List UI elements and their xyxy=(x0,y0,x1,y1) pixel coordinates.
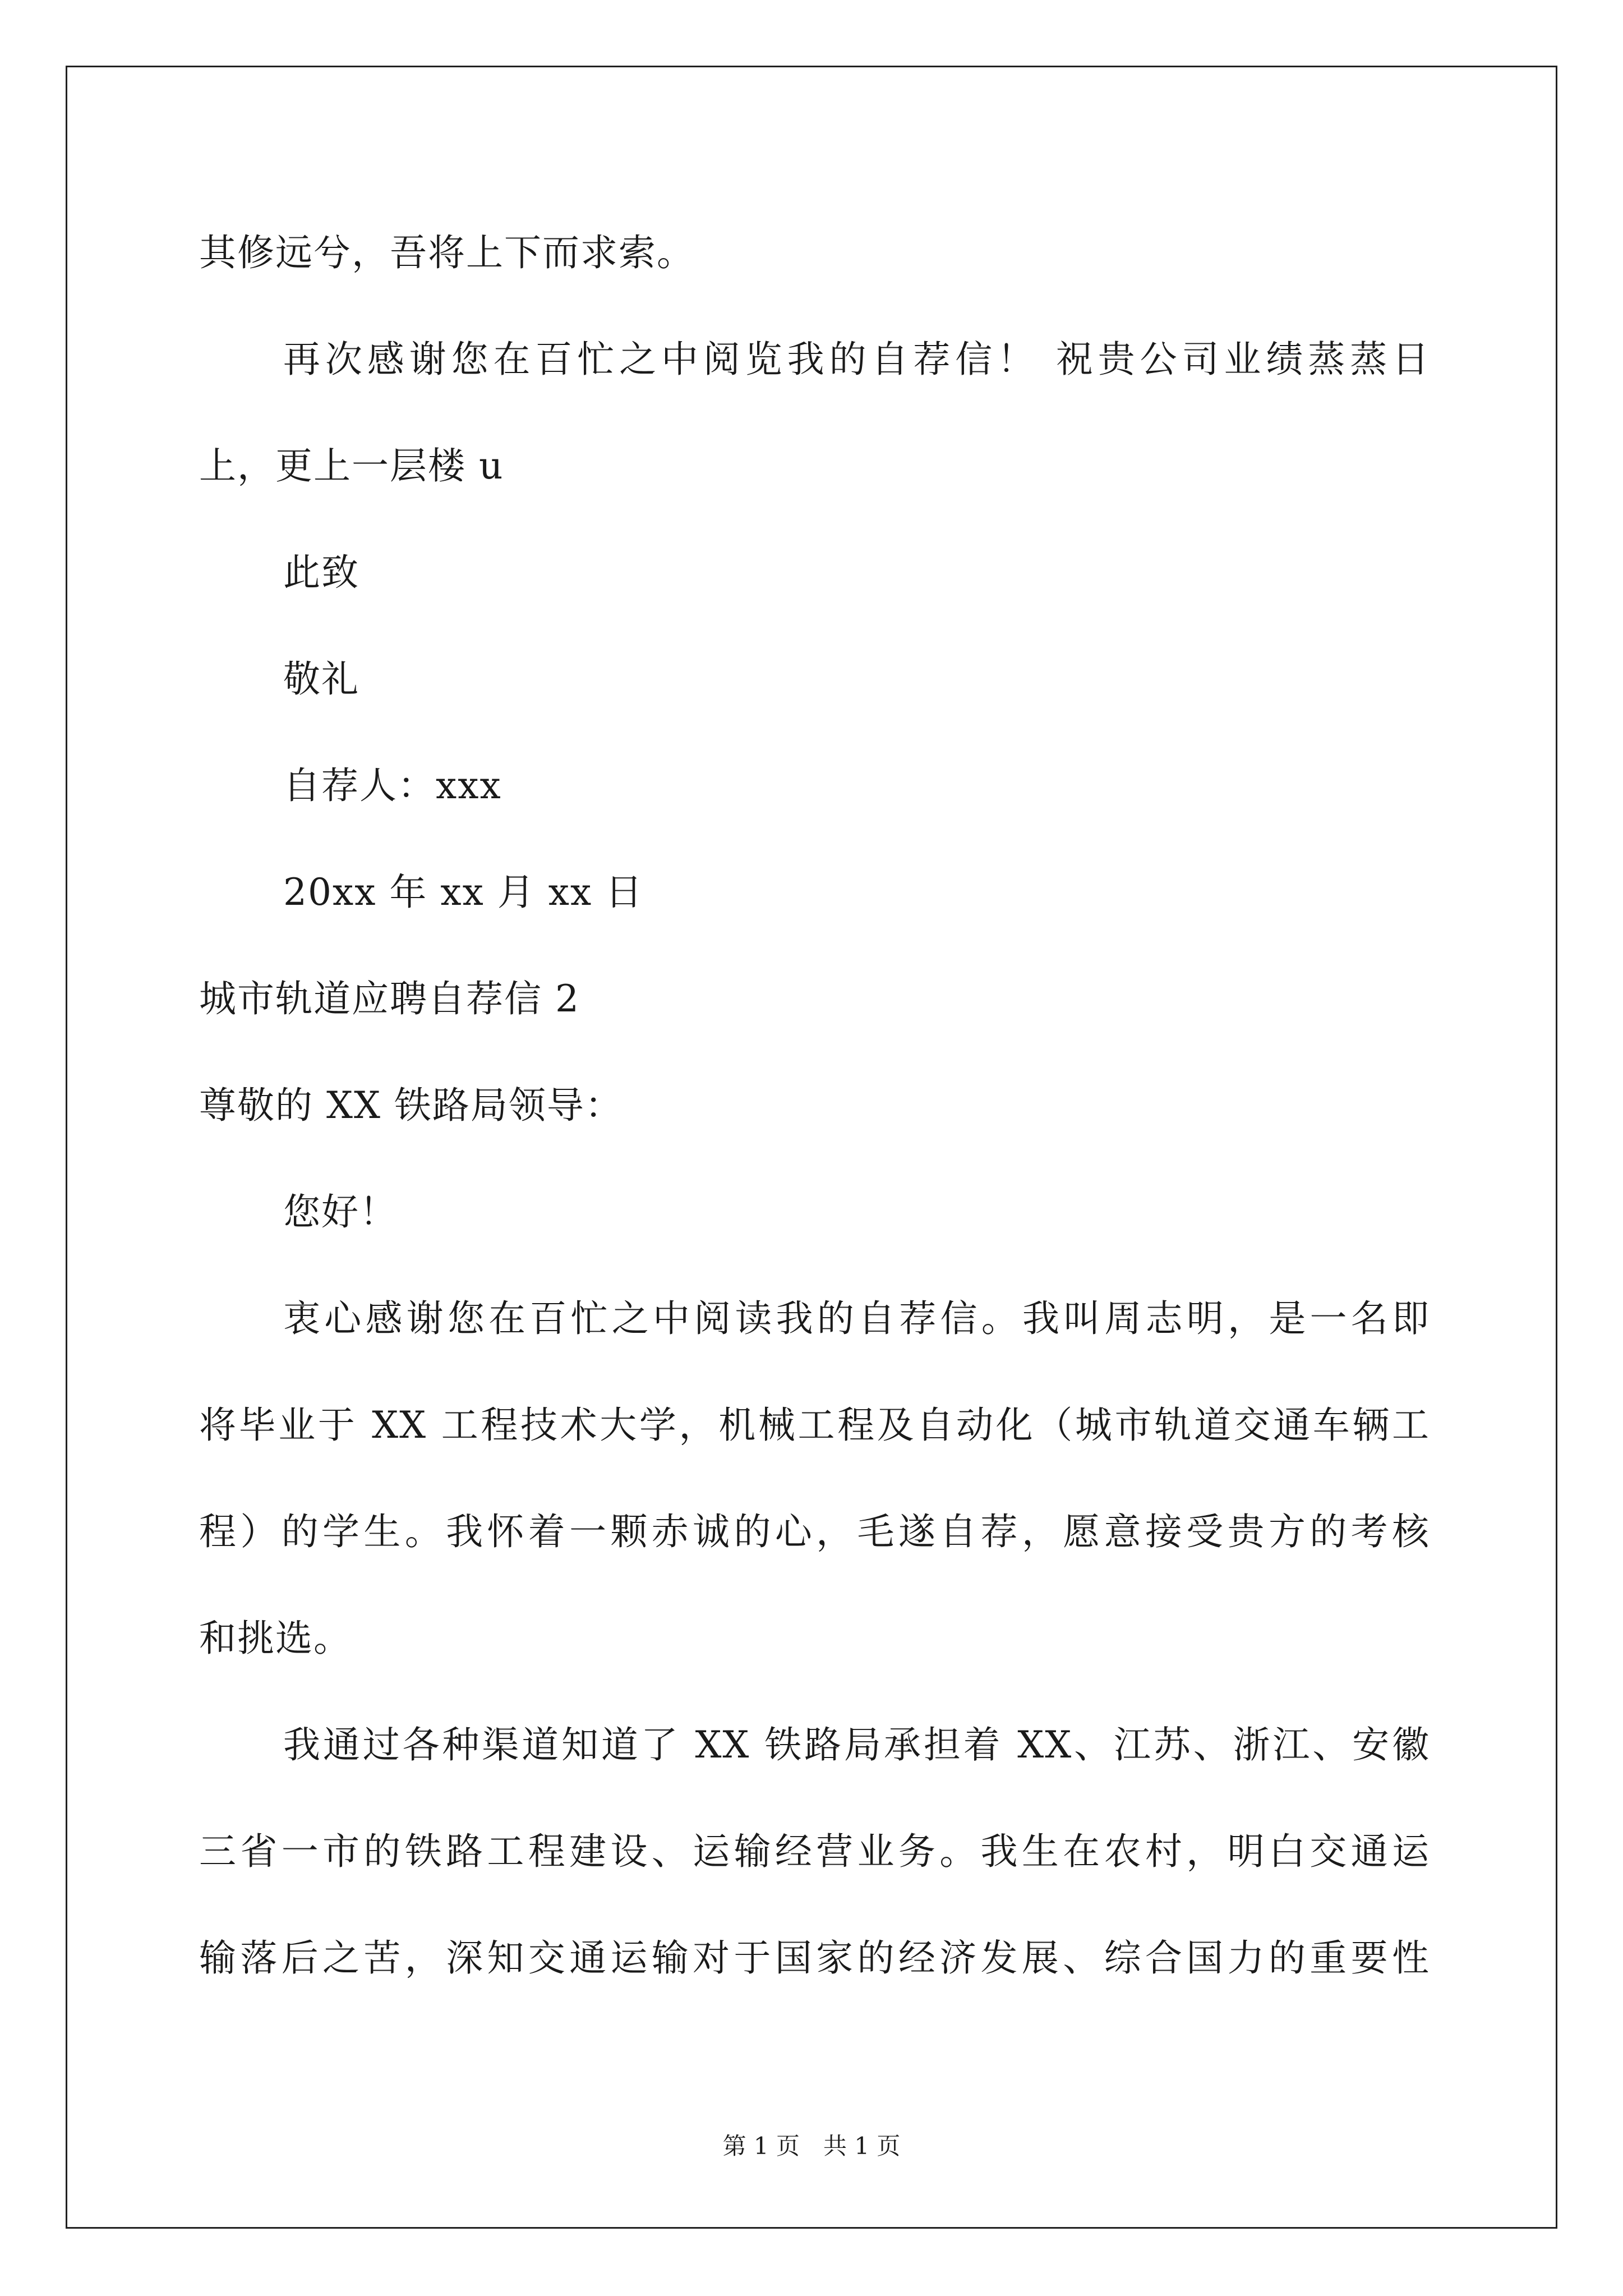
section-title: 城市轨道应聘自荐信 2 xyxy=(199,977,580,1020)
greeting-line: 您好！ xyxy=(283,1190,398,1234)
signature-line: 自荐人：xxx xyxy=(283,764,502,807)
text-line: 我通过各种渠道知道了 XX 铁路局承担着 XX、江苏、浙江、安徽 xyxy=(283,1723,1430,1766)
text-line: 将毕业于 XX 工程技术大学，机械工程及自动化（城市轨道交通车辆工 xyxy=(199,1404,1430,1447)
closing-salutation: 敬礼 xyxy=(283,657,359,701)
text-line: 其修远兮，吾将上下而求索。 xyxy=(199,231,695,274)
date-line: 20xx 年 xx 月 xx 日 xyxy=(283,871,644,914)
text-line: 上，更上一层楼 u xyxy=(199,444,504,487)
text-line: 和挑选。 xyxy=(199,1617,352,1660)
text-line: 衷心感谢您在百忙之中阅读我的自荐信。我叫周志明，是一名即 xyxy=(283,1297,1430,1340)
closing-salutation: 此致 xyxy=(283,551,359,594)
text-line: 程）的学生。我怀着一颗赤诚的心，毛遂自荐，愿意接受贵方的考核 xyxy=(199,1510,1430,1553)
page-footer: 第 1 页 共 1 页 xyxy=(722,2132,901,2160)
text-line: 三省一市的铁路工程建设、运输经营业务。我生在农村，明白交通运 xyxy=(199,1830,1430,1873)
page-border xyxy=(66,66,1557,2229)
greeting-line: 尊敬的 XX 铁路局领导： xyxy=(199,1084,623,1127)
text-line: 再次感谢您在百忙之中阅览我的自荐信！ 祝贵公司业绩蒸蒸日 xyxy=(283,338,1430,381)
text-line: 输落后之苦，深知交通运输对于国家的经济发展、综合国力的重要性 xyxy=(199,1936,1430,1980)
